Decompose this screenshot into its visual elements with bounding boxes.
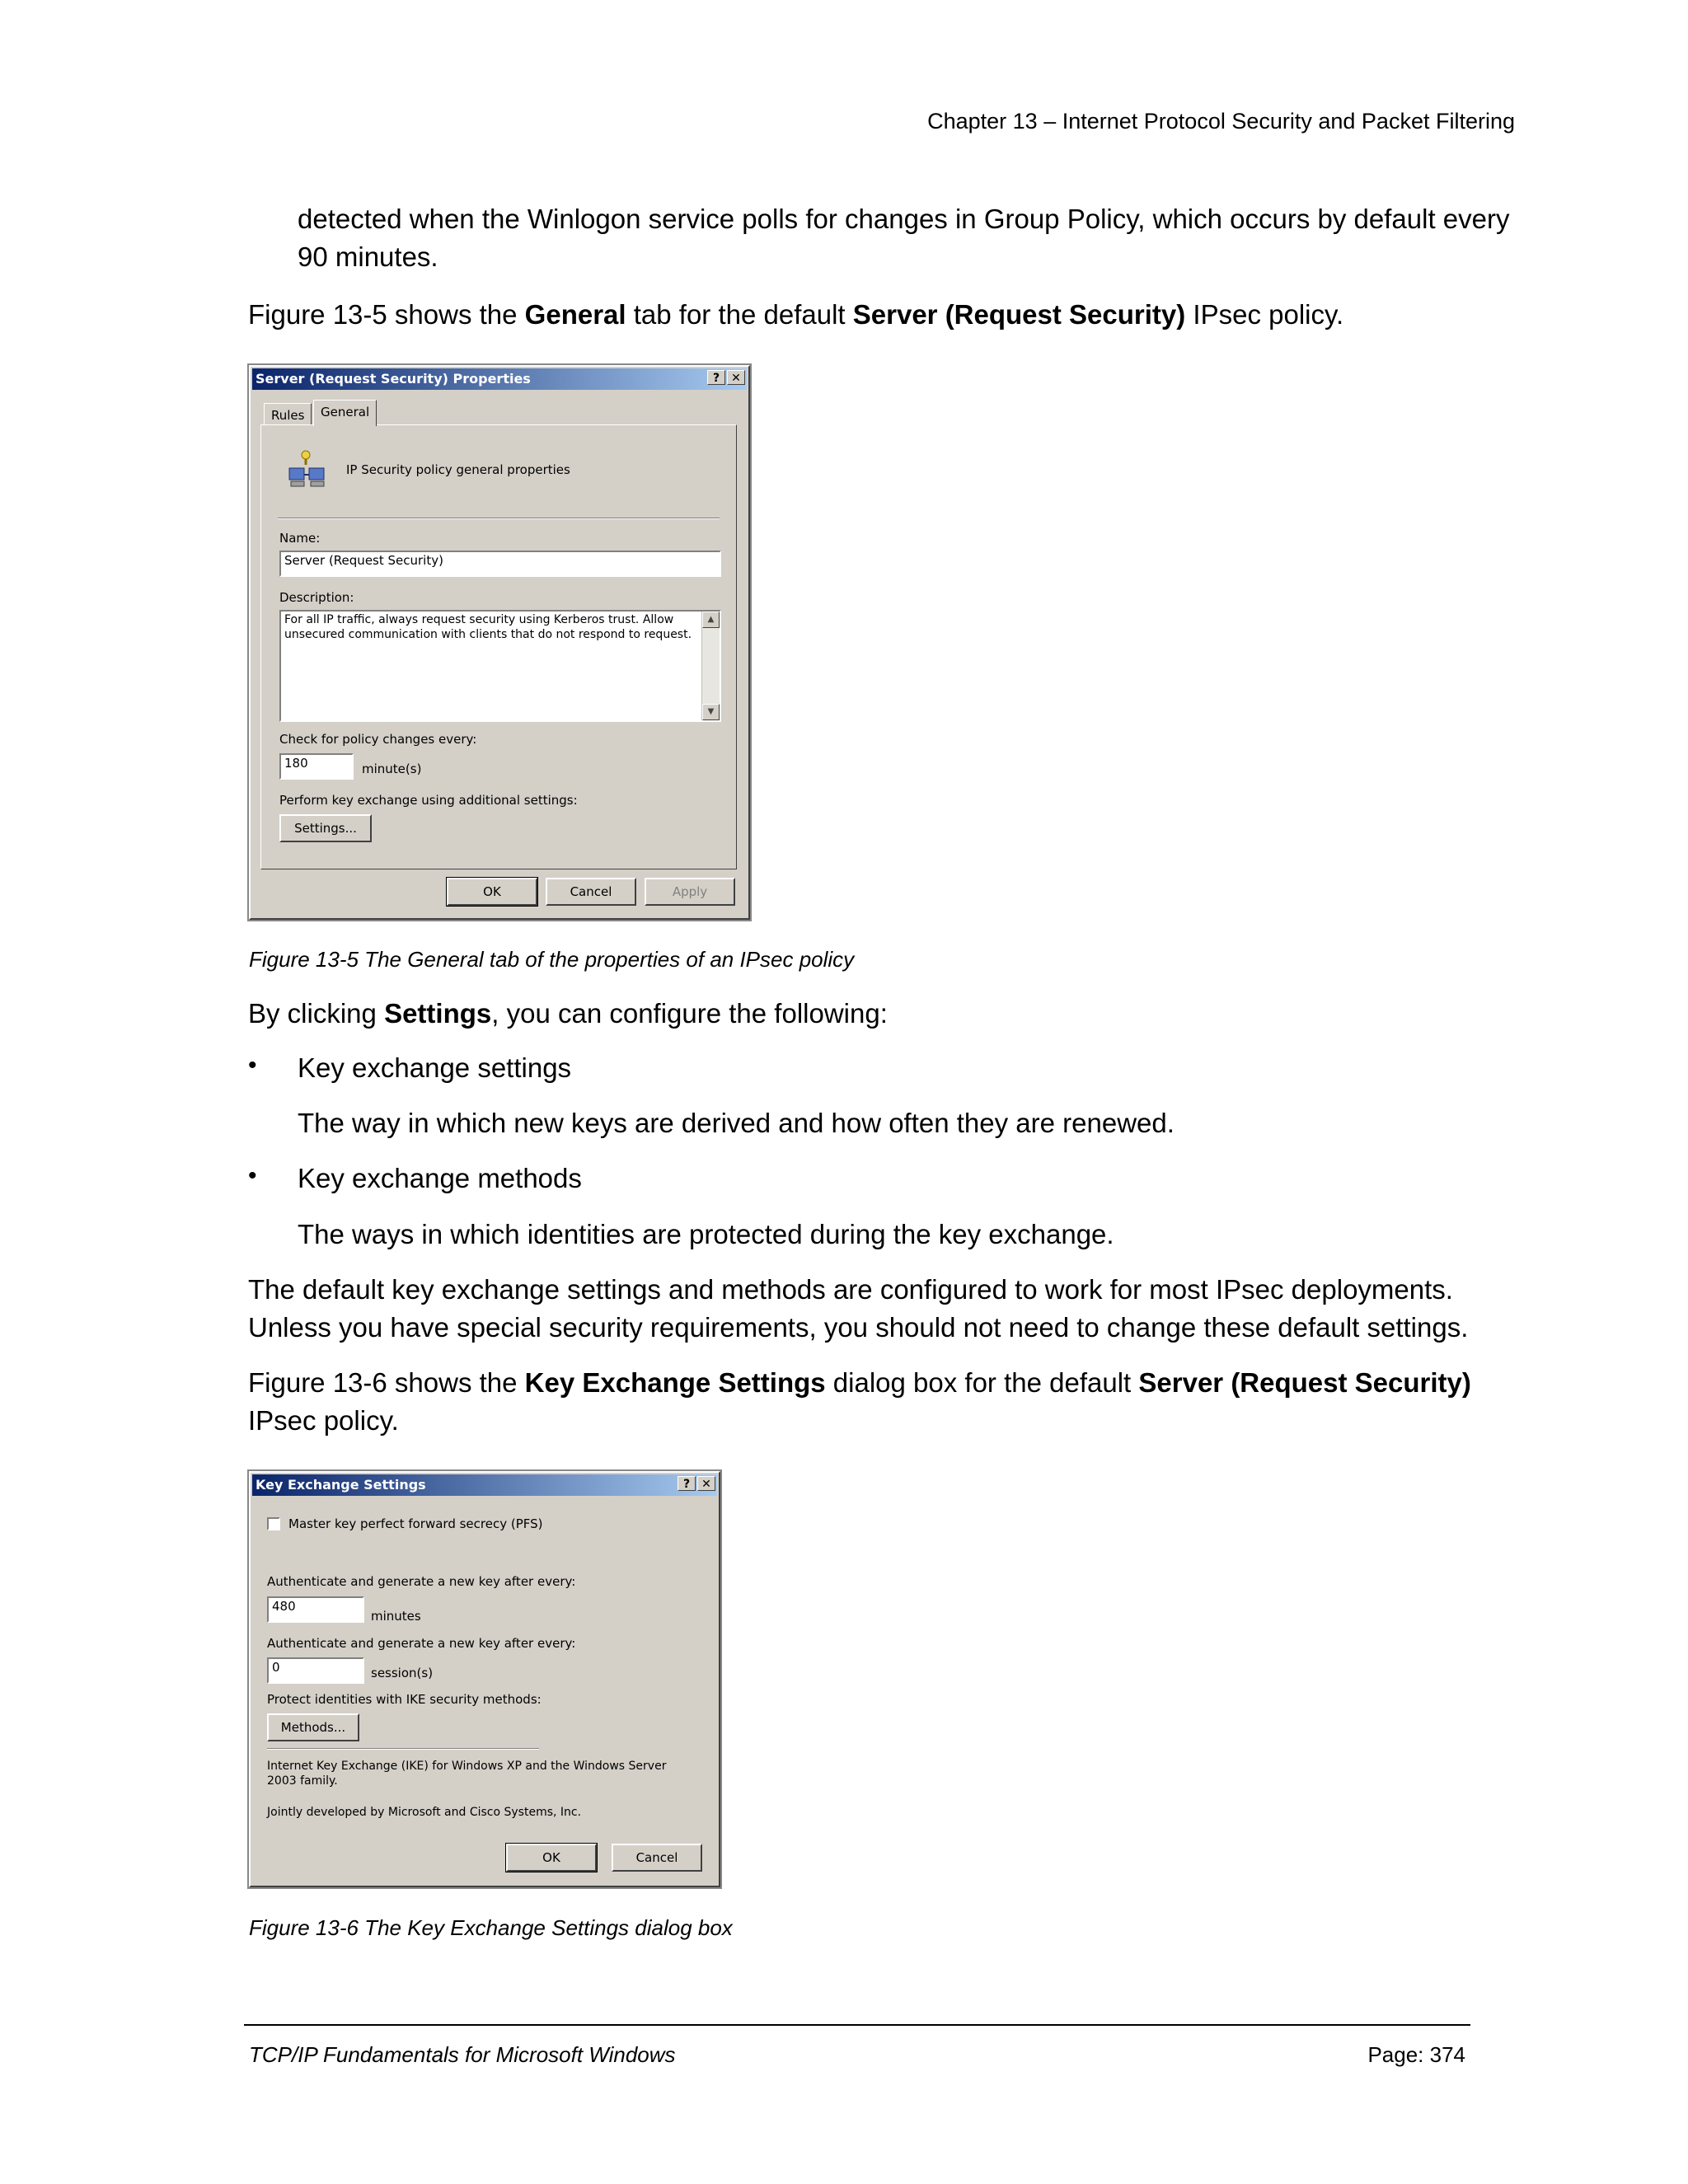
- cancel-button[interactable]: Cancel: [546, 878, 636, 906]
- protect-identities-label: Protect identities with IKE security methods:: [267, 1692, 542, 1707]
- bullet-marker: •: [248, 1052, 257, 1079]
- footer-rule: [244, 2024, 1470, 2026]
- name-field[interactable]: Server (Request Security): [279, 551, 721, 577]
- description-field[interactable]: [279, 610, 721, 722]
- paragraph-defaults-line1: The default key exchange settings and methods are configured to work for most IPsec deployments.: [248, 1274, 1453, 1305]
- description-line: unsecured communication with clients that do not respond to request.: [284, 628, 692, 641]
- dialog-title: Key Exchange Settings: [256, 1477, 426, 1493]
- apply-button[interactable]: Apply: [645, 878, 735, 906]
- key-exchange-settings-dialog: [249, 1471, 720, 1887]
- sessions-unit-label: session(s): [371, 1666, 434, 1680]
- bold-general: General: [524, 299, 626, 330]
- close-icon[interactable]: ✕: [697, 1476, 715, 1491]
- paragraph-winlogon-line2: 90 minutes.: [298, 241, 438, 272]
- auth-sessions-label: Authenticate and generate a new key after every:: [267, 1636, 576, 1651]
- dialog-titlebar: [252, 368, 747, 390]
- divider: [267, 1748, 539, 1750]
- text-run: IPsec policy.: [1185, 299, 1344, 330]
- auth-minutes-label: Authenticate and generate a new key after every:: [267, 1574, 576, 1589]
- settings-button[interactable]: Settings...: [279, 814, 372, 842]
- bold-server-request-security: Server (Request Security): [1138, 1367, 1471, 1398]
- ike-info-line3: Jointly developed by Microsoft and Cisco Systems, Inc.: [267, 1806, 582, 1819]
- dialog-title: Server (Request Security) Properties: [256, 371, 531, 387]
- text-run: By clicking: [248, 998, 385, 1029]
- policy-heading: IP Security policy general properties: [346, 462, 570, 477]
- key-exchange-label: Perform key exchange using additional settings:: [279, 793, 578, 808]
- text-run: Figure 13-6 shows the: [248, 1367, 525, 1398]
- paragraph-defaults-line2: Unless you have special security requirements, you should not need to change these default settings.: [248, 1312, 1469, 1343]
- text-run: , you can configure the following:: [491, 998, 888, 1029]
- footer-page-number: Page: 374: [1367, 2042, 1465, 2067]
- ike-info-line2: 2003 family.: [267, 1774, 338, 1788]
- help-icon[interactable]: ?: [678, 1476, 696, 1491]
- figure-13-5-caption: Figure 13-5 The General tab of the properties of an IPsec policy: [249, 947, 855, 972]
- description-label: Description:: [279, 590, 354, 605]
- description-line: For all IP traffic, always request security using Kerberos trust. Allow: [284, 613, 674, 626]
- name-label: Name:: [279, 531, 321, 546]
- divider: [278, 518, 720, 519]
- chapter-header: Chapter 13 – Internet Protocol Security and Packet Filtering: [927, 109, 1515, 134]
- bullet-key-exchange-methods-desc: The ways in which identities are protected during the key exchange.: [298, 1219, 1114, 1249]
- ok-button[interactable]: OK: [447, 878, 537, 906]
- bold-server-request-security: Server (Request Security): [852, 299, 1186, 330]
- bullet-key-exchange-settings-desc: The way in which new keys are derived and how often they are renewed.: [298, 1108, 1175, 1138]
- figure-13-6-caption: Figure 13-6 The Key Exchange Settings dialog box: [249, 1915, 733, 1940]
- minutes-field[interactable]: 480: [267, 1596, 364, 1623]
- bold-settings: Settings: [384, 998, 492, 1029]
- pfs-checkbox[interactable]: [267, 1517, 280, 1530]
- ok-button[interactable]: OK: [506, 1844, 597, 1872]
- paragraph-figure-13-5-intro: [248, 296, 1343, 334]
- minutes-unit-label: minutes: [371, 1609, 421, 1624]
- text-run: dialog box for the default: [825, 1367, 1139, 1398]
- paragraph-figure-13-6-line2: IPsec policy.: [248, 1405, 399, 1436]
- footer-book-title: TCP/IP Fundamentals for Microsoft Windows: [249, 2042, 676, 2067]
- scroll-up-icon[interactable]: ▲: [702, 612, 720, 628]
- ike-info-line1: Internet Key Exchange (IKE) for Windows XP and the Windows Server: [267, 1760, 667, 1773]
- paragraph-winlogon-line1: detected when the Winlogon service polls for changes in Group Policy, which occurs by default every: [298, 204, 1510, 234]
- close-icon[interactable]: ✕: [727, 370, 745, 385]
- minutes-unit-label: minute(s): [362, 762, 422, 776]
- sessions-field[interactable]: 0: [267, 1657, 364, 1684]
- cancel-button[interactable]: Cancel: [612, 1844, 702, 1872]
- check-minutes-field[interactable]: 180: [279, 753, 354, 780]
- tab-general[interactable]: General: [313, 400, 377, 426]
- general-tab-panel: [260, 424, 737, 869]
- bullet-key-exchange-settings: Key exchange settings: [298, 1052, 572, 1083]
- text-run: Figure 13-5 shows the: [248, 299, 525, 330]
- help-icon[interactable]: ?: [707, 370, 725, 385]
- methods-button[interactable]: Methods...: [267, 1713, 359, 1741]
- bullet-marker: •: [248, 1162, 257, 1189]
- server-properties-dialog: [249, 365, 750, 920]
- description-scrollbar[interactable]: [701, 612, 720, 720]
- bold-key-exchange-settings: Key Exchange Settings: [524, 1367, 826, 1398]
- check-policy-label: Check for policy changes every:: [279, 732, 477, 747]
- bullet-key-exchange-methods: Key exchange methods: [298, 1163, 582, 1193]
- dialog-titlebar: [252, 1474, 717, 1496]
- paragraph-settings-intro: [248, 995, 888, 1033]
- pfs-label: Master key perfect forward secrecy (PFS): [288, 1516, 543, 1531]
- tab-rules[interactable]: Rules: [264, 403, 312, 424]
- ip-security-policy-icon: [288, 450, 327, 490]
- text-run: tab for the default: [626, 299, 853, 330]
- paragraph-figure-13-6-intro: [248, 1364, 1471, 1402]
- scroll-down-icon[interactable]: ▼: [702, 704, 720, 720]
